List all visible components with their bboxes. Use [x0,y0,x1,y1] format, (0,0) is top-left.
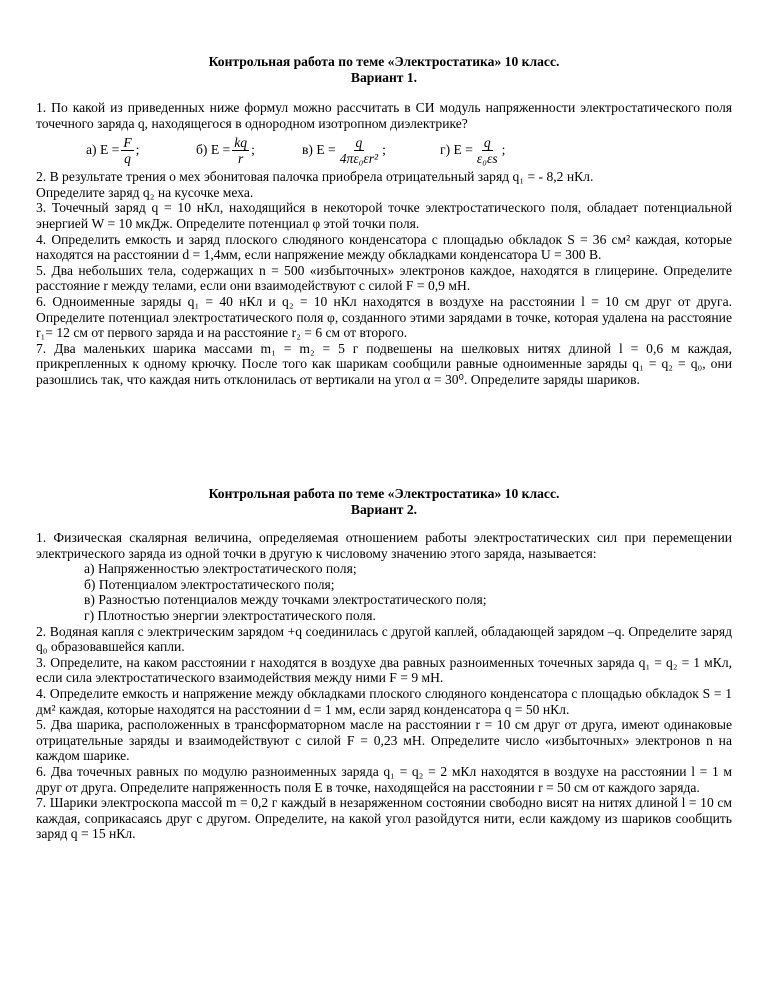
v1-formula-c: в) E = $\frac{q}{\text{4πε₀εr²}}$ ; [302,134,386,166]
v2-option-c: в) Разностью потенциалов между точками электростатического поля; [84,592,487,608]
variant-2-subtitle: Вариант 2. [350,501,418,517]
v2-question-4: 4. Определите емкость и напряжение между обкладками плоского слюдяного конденсатора с площадью обкладок S = 1 дм² каждая, которые находятся на расстоянии d = 1 мм, если заряд конденсатора q = 50 нКл. [36,685,732,717]
fraction: $\frac{q}{\text{ε₀εs}}$ [476,134,498,166]
v2-option-b: б) Потенциалом электростатического поля; [84,576,335,592]
variant-1-body [36,100,732,388]
variant-1-title: Контрольная работа по теме «Электростатика» 10 класс. [208,54,560,69]
v1-question-2-line-1: 2. В результате трения о мех эбонитовая палочка приобрела отрицательный заряд q₁ = - 8,2 нКл. [36,169,594,185]
variant-2-body [36,530,732,842]
variant-1-header [36,54,732,85]
v1-question-4: 4. Определить емкость и заряд плоского слюдяного конденсатора с площадью обкладок S = 36 см² каждая, которые находятся на расстоянии d = 1,4мм, если напряжение между обкладками конденсатора U = 300 В. [36,231,732,263]
variant-1-subtitle: Вариант 1. [350,69,418,85]
v2-option-d: г) Плотностью энергии электростатического поля. [84,607,376,623]
fraction: $\frac{q}{\text{4πε₀εr²}}$ [339,134,379,166]
v2-question-7: 7. Шарики электроскопа массой m = 0,2 г каждый в незаряженном состоянии свободно висят на нитях длиной l = 10 см каждая, соприкасаясь друг с другом. Определите, на какой угол разойдутся нити, если каждому из шариков сообщить заряд q = 15 нКл. [36,795,732,842]
v2-question-6: 6. Два точечных равных по модулю разноименных заряда q₁ = q₂ = 2 мКл находятся в воздухе на расстоянии l = 1 м друг от друга. Определите напряженность поля Е в точке, находящейся на расстоянии r = 50 см от каждого заряда. [36,763,732,795]
v2-option-a: а) Напряженностью электростатического поля; [84,561,357,577]
v2-question-2: 2. Водяная капля с электрическим зарядом +q соединилась с другой каплей, обладающей зарядом –q. Определите заряд q₀ образовавшейся капли. [36,623,732,655]
v2-question-1: 1. Физическая скалярная величина, определяемая отношением работы электростатических сил при перемещении электрического заряда из одной точки в другую к числовому значению этого заряда, называется: [36,530,732,561]
v1-formula-options [36,131,732,169]
v1-question-5: 5. Два небольших тела, содержащих n = 500 «избыточных» электронов каждое, находятся в глицерине. Определите расстояние r между телами, если они взаимодействуют с силой F = 0,9 мН. [36,262,732,294]
fraction: $\frac{kq}{r}$ [234,134,248,166]
v1-question-3: 3. Точечный заряд q = 10 нКл, находящийся в некоторой точке электростатического поля, обладает потенциальной энергией W = 10 мкДж. Определите потенциал φ этой точки поля. [36,200,732,231]
v1-formula-a: а) E = $\frac{F}{q}$ ; [86,134,140,166]
v2-question-3: 3. Определите, на каком расстоянии r находятся в воздухе два равных разноименных точечных заряда q₁ = q₂ = 1 мКл, если сила электростатического взаимодействия между ними F = 9 мН. [36,654,732,686]
variant-2-header [36,486,732,517]
v2-question-5: 5. Два шарика, расположенных в трансформаторном масле на расстоянии r = 10 см друг от друга, имеют одинаковые отрицательные заряды и взаимодействуют с силой F = 0,23 мН. Определите число «избыточных» электронов n на каждом шарике. [36,717,732,764]
v1-formula-d: г) E = $\frac{q}{\text{ε₀εs}}$ ; [440,134,506,166]
v1-formula-b: б) E = $\frac{kq}{r}$ ; [196,134,255,166]
variant-2-title: Контрольная работа по теме «Электростатика» 10 класс. [208,486,560,501]
fraction: $\frac{F}{q}$ [123,134,132,166]
v1-question-2-line-2: Определите заряд q₂ на кусочке меха. [36,184,254,200]
v1-question-7: 7. Два маленьких шарика массами m₁ = m₂ = 5 г подвешены на шелковых нитях длиной l = 0,6 м каждая, прикрепленных к одному крючку. После того как шарикам сообщили равные одноименные заряды q₁ = q₂ = q₀, они разошлись так, что каждая нить отклонилась от вертикали на угол α = 30⁰. Определите заряды шариков. [36,340,732,387]
v1-question-6: 6. Одноименные заряды q₁ = 40 нКл и q₂ = 10 нКл находятся в воздухе на расстоянии l = 10 см друг от друга. Определите потенциал электростатического поля φ, созданного этими зарядами в точке, которая удалена на расстояние r₁= 12 см от первого заряда и на расстояние r₂ = 6 см от второго. [36,293,732,341]
v1-question-1: 1. По какой из приведенных ниже формул можно рассчитать в СИ модуль напряженности электростатического поля точечного заряда q, находящегося в однородном изотропном диэлектрике? [36,100,732,131]
